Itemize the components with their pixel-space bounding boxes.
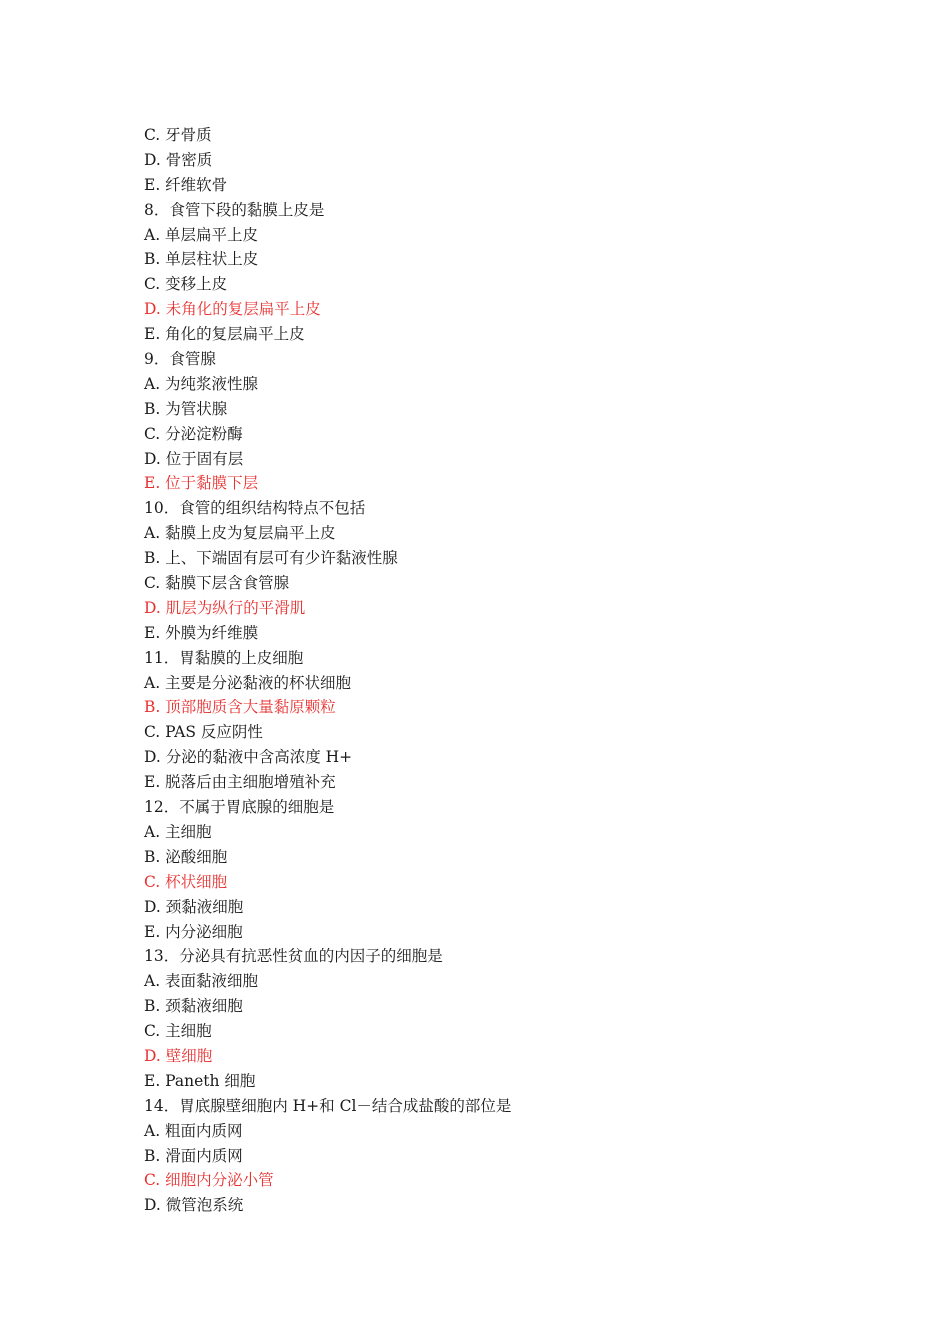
question-stem: 11．胃黏膜的上皮细胞 — [144, 648, 304, 667]
answer-option: D. 壁细胞 — [144, 1046, 213, 1065]
option-line: E. 角化的复层扁平上皮 — [144, 325, 305, 344]
option-line: A. 表面黏液细胞 — [144, 972, 259, 991]
question-stem: 9．食管腺 — [144, 350, 216, 369]
option-line: D. 微管泡系统 — [144, 1196, 244, 1215]
question-stem: 13．分泌具有抗恶性贫血的内因子的细胞是 — [144, 947, 443, 966]
option-line: A. 主细胞 — [144, 822, 212, 841]
option-line: B. 颈黏液细胞 — [144, 997, 243, 1016]
answer-option: E. 位于黏膜下层 — [144, 474, 259, 493]
option-line: C. 牙骨质 — [144, 126, 212, 144]
option-line: C. 变移上皮 — [144, 275, 228, 294]
option-line: E. 外膜为纤维膜 — [144, 623, 259, 642]
option-line: C. PAS 反应阴性 — [144, 723, 263, 742]
answer-option: D. 肌层为纵行的平滑肌 — [144, 598, 306, 617]
option-line: E. 纤维软骨 — [144, 175, 228, 194]
answer-option: C. 细胞内分泌小管 — [144, 1171, 274, 1190]
answer-option: D. 未角化的复层扁平上皮 — [144, 300, 321, 319]
option-line: B. 单层柱状上皮 — [144, 250, 259, 269]
option-line: B. 上、下端固有层可有少许黏液性腺 — [144, 549, 398, 568]
option-line: B. 滑面内质网 — [144, 1146, 243, 1165]
option-line: D. 颈黏液细胞 — [144, 897, 244, 916]
option-line: A. 黏膜上皮为复层扁平上皮 — [144, 524, 336, 543]
question-list — [144, 123, 844, 1218]
option-line: E. Paneth 细胞 — [144, 1071, 256, 1090]
option-line: D. 骨密质 — [144, 150, 213, 169]
option-line: D. 位于固有层 — [144, 449, 244, 468]
option-line: D. 分泌的黏液中含高浓度 H+ — [144, 748, 353, 767]
option-line: C. 分泌淀粉酶 — [144, 424, 243, 443]
option-line: E. 内分泌细胞 — [144, 922, 243, 941]
option-line: C. 黏膜下层含食管腺 — [144, 574, 290, 593]
question-stem: 14．胃底腺壁细胞内 H+和 Cl－结合成盐酸的部位是 — [144, 1096, 512, 1115]
option-line: A. 主要是分泌黏液的杯状细胞 — [144, 673, 352, 692]
question-stem: 12．不属于胃底腺的细胞是 — [144, 798, 335, 817]
option-line: A. 为纯浆液性腺 — [144, 374, 259, 393]
option-line: E. 脱落后由主细胞增殖补充 — [144, 773, 336, 792]
question-stem: 8．食管下段的黏膜上皮是 — [144, 200, 325, 219]
answer-option: B. 顶部胞质含大量黏原颗粒 — [144, 698, 336, 717]
answer-option: C. 杯状细胞 — [144, 872, 228, 891]
option-line: C. 主细胞 — [144, 1022, 212, 1041]
option-line: A. 粗面内质网 — [144, 1121, 243, 1140]
question-stem: 10．食管的组织结构特点不包括 — [144, 499, 366, 518]
option-line: B. 泌酸细胞 — [144, 847, 228, 866]
option-line: A. 单层扁平上皮 — [144, 225, 259, 244]
option-line: B. 为管状腺 — [144, 399, 228, 418]
